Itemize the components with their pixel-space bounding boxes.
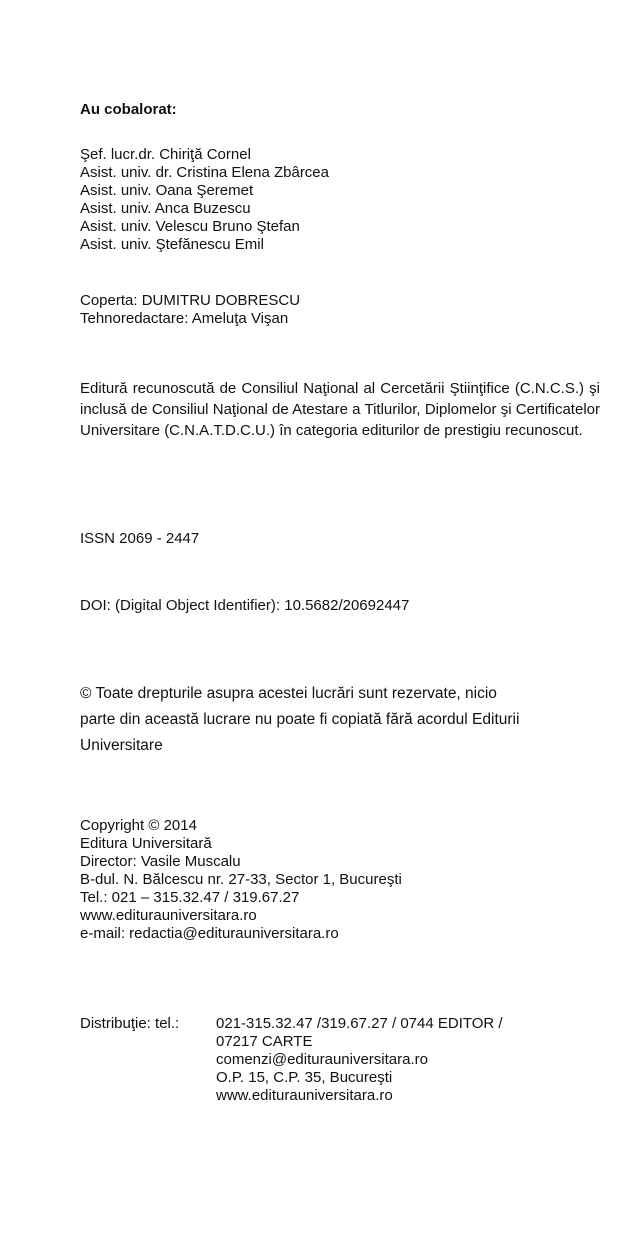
distribution-line: comenzi@editurauniversitara.ro xyxy=(216,1051,428,1068)
issn-line: ISSN 2069 - 2447 xyxy=(80,530,200,547)
rights-line: parte din această lucrare nu poate fi copiată fără acordul Editurii xyxy=(80,711,520,728)
director-line: Director: Vasile Muscalu xyxy=(80,853,241,870)
contributor-name: Asist. univ. Ştefănescu Emil xyxy=(80,236,264,253)
phone-line: Tel.: 021 – 315.32.47 / 319.67.27 xyxy=(80,889,300,906)
contributor-name: Asist. univ. Anca Buzescu xyxy=(80,200,251,217)
address-line: B-dul. N. Bălcescu nr. 27-33, Sector 1, Bucureşti xyxy=(80,871,402,888)
contributors-list xyxy=(80,146,600,254)
website-line: www.editurauniversitara.ro xyxy=(80,907,257,924)
recognition-paragraph: Editură recunoscută de Consiliul Naţional al Cercetării Ştiinţifice (C.N.C.S.) şi inclusă de Consiliul Naţional de Atestare a Titlurilor, Diplomelor şi Certificatelor Universitare (C.N.A.T.D.C.U.) în categoria editurilor de prestigiu recunoscut. xyxy=(80,380,600,439)
email-line: e-mail: redactia@editurauniversitara.ro xyxy=(80,925,339,942)
distribution-details xyxy=(216,1015,616,1105)
rights-line: © Toate drepturile asupra acestei lucrări sunt rezervate, nicio xyxy=(80,685,497,702)
contributor-name: Asist. univ. Oana Şeremet xyxy=(80,182,254,199)
distribution-line: O.P. 15, C.P. 35, Bucureşti xyxy=(216,1069,393,1086)
production-credits xyxy=(80,292,600,328)
rights-notice xyxy=(80,681,600,759)
contributors-heading: Au cobalorat: xyxy=(80,101,177,118)
distribution-line: 07217 CARTE xyxy=(216,1033,313,1050)
typesetting-credit: Tehnoredactare: Ameluţa Vişan xyxy=(80,310,289,327)
contributor-name: Şef. lucr.dr. Chiriţă Cornel xyxy=(80,146,251,163)
contributor-name: Asist. univ. dr. Cristina Elena Zbârcea xyxy=(80,164,329,181)
publisher-info xyxy=(80,817,600,943)
distribution-label: Distribuţie: tel.: xyxy=(80,1015,180,1032)
copyright-line: Copyright © 2014 xyxy=(80,817,197,834)
rights-line: Universitare xyxy=(80,737,163,754)
distribution-line: 021-315.32.47 /319.67.27 / 0744 EDITOR / xyxy=(216,1015,503,1032)
cover-credit: Coperta: DUMITRU DOBRESCU xyxy=(80,292,301,309)
publisher-name: Editura Universitară xyxy=(80,835,212,852)
contributor-name: Asist. univ. Velescu Bruno Ştefan xyxy=(80,218,300,235)
doi-line: DOI: (Digital Object Identifier): 10.5682/20692447 xyxy=(80,597,410,614)
distribution-line: www.editurauniversitara.ro xyxy=(216,1087,393,1104)
